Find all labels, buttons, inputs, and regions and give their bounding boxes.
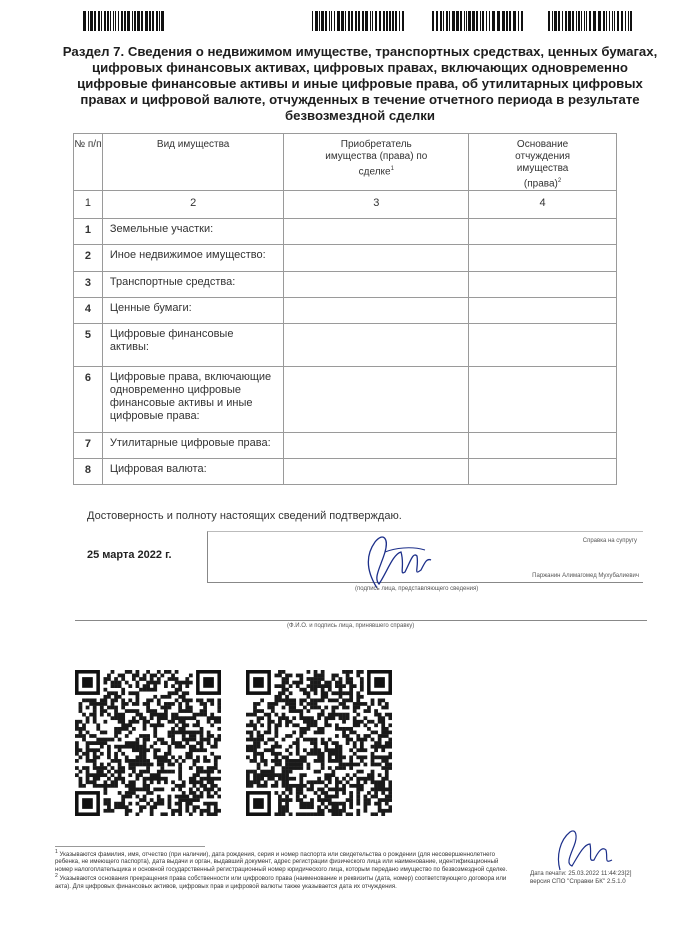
handwritten-signature [355,526,435,594]
table-row [74,298,617,324]
date-text: 25 марта 2022 г. [87,549,172,561]
barcode-1 [83,11,165,31]
stamp-signature [550,822,620,874]
acquirer-cell [284,245,469,272]
footnote-rule [55,846,205,847]
acquirer-cell [284,219,469,245]
row-num: 1 [74,219,103,245]
signature-caption: (подпись лица, представляющего сведения) [355,586,479,592]
basis-cell [469,433,617,459]
confirmation-text: Достоверность и полноту настоящих сведений подтверждаю. [87,510,402,522]
acquirer-cell [284,459,469,485]
row-num: 8 [74,459,103,485]
acquirer-cell [284,272,469,298]
qr-code [246,670,392,816]
table-row [74,219,617,245]
basis-cell [469,298,617,324]
section-title: Раздел 7. Сведения о недвижимом имуществе, транспортных средствах, ценных бумагах, цифровых финансовых активах, цифровых правах, включающих одновременно цифровые финансовые активы и иные цифровые права, об утилитарных цифровых правах и цифровой валюте, отчужденных в течение отчетного периода в результате безвозмездной сделки [62,44,658,123]
row-label: Иное недвижимое имущество: [102,245,284,272]
receiver-line [75,620,647,621]
basis-cell [469,367,617,433]
colnum-2: 2 [102,191,284,219]
table-row [74,433,617,459]
table-row [74,324,617,367]
acquirer-cell [284,367,469,433]
table-row [74,367,617,433]
row-label: Утилитарные цифровые права: [102,433,284,459]
row-label: Ценные бумаги: [102,298,284,324]
qr-code [75,670,221,816]
footnote-1: $^1$ Указываются фамилия, имя, отчество (при наличии), дата рождения, серия и номер паспорта или свидетельства о рождении (для несовершеннолетнего ребенка, не имеющего паспорта), дата выдачи и орган, выдавший документ, адрес регистрации физического лица или наименование, идентификационный номер налогоплательщика и основной государственный регистрационный номер юридического лица, которым передано имущество по безвозмездной сделке. [55,849,508,873]
basis-cell [469,459,617,485]
row-num: 3 [74,272,103,298]
row-label: Цифровые права, включающие одновременно цифровые финансовые активы и иные цифровые права: [102,367,284,433]
property-table [73,133,617,485]
receiver-caption: (Ф.И.О. и подпись лица, принявшего справку) [287,623,415,629]
reference-label: Справка на супругу [582,538,637,544]
print-stamp [530,870,631,886]
row-num: 4 [74,298,103,324]
row-label: Цифровая валюта: [102,459,284,485]
row-label: Земельные участки: [102,219,284,245]
barcode-4 [548,11,634,31]
header-basis: Основание отчуждения имущества (права)$^2$ [469,134,617,191]
barcode-3 [432,11,528,31]
colnum-3: 3 [284,191,469,219]
column-number-row [74,191,617,219]
row-num: 2 [74,245,103,272]
colnum-1: 1 [74,191,103,219]
header-acquirer: Приобретатель имущества (права) по сделке$^1$ [284,134,469,191]
print-date: Дата печати: 25.03.2022 11:44:23[2] [530,870,632,877]
header-property: Вид имущества [102,134,284,191]
barcode-2 [312,11,407,31]
table-row [74,245,617,272]
basis-cell [469,219,617,245]
row-label: Транспортные средства: [102,272,284,298]
row-num: 5 [74,324,103,367]
table-row [74,459,617,485]
row-num: 7 [74,433,103,459]
table-row [74,272,617,298]
header-num: № п/п [74,134,103,191]
acquirer-cell [284,324,469,367]
acquirer-cell [284,298,469,324]
colnum-4: 4 [469,191,617,219]
footnotes [55,849,510,890]
row-num: 6 [74,367,103,433]
row-label: Цифровые финансовые активы: [102,324,284,367]
footnote-2: $^2$ Указываются основания прекращения права собственности или цифрового права (наименование и реквизиты (дата, номер) соответствующего договора или акта). Для цифровых финансовых активов, цифровых прав и цифровой валюты также указывается дата их отчуждения. [55,873,507,890]
software-version: версия СПО "Справки БК" 2.5.1.0 [530,878,626,885]
signer-name: Паржанин Алимагомед Мухубалиевич [532,573,639,579]
basis-cell [469,324,617,367]
basis-cell [469,272,617,298]
acquirer-cell [284,433,469,459]
table-header-row [74,134,617,191]
basis-cell [469,245,617,272]
